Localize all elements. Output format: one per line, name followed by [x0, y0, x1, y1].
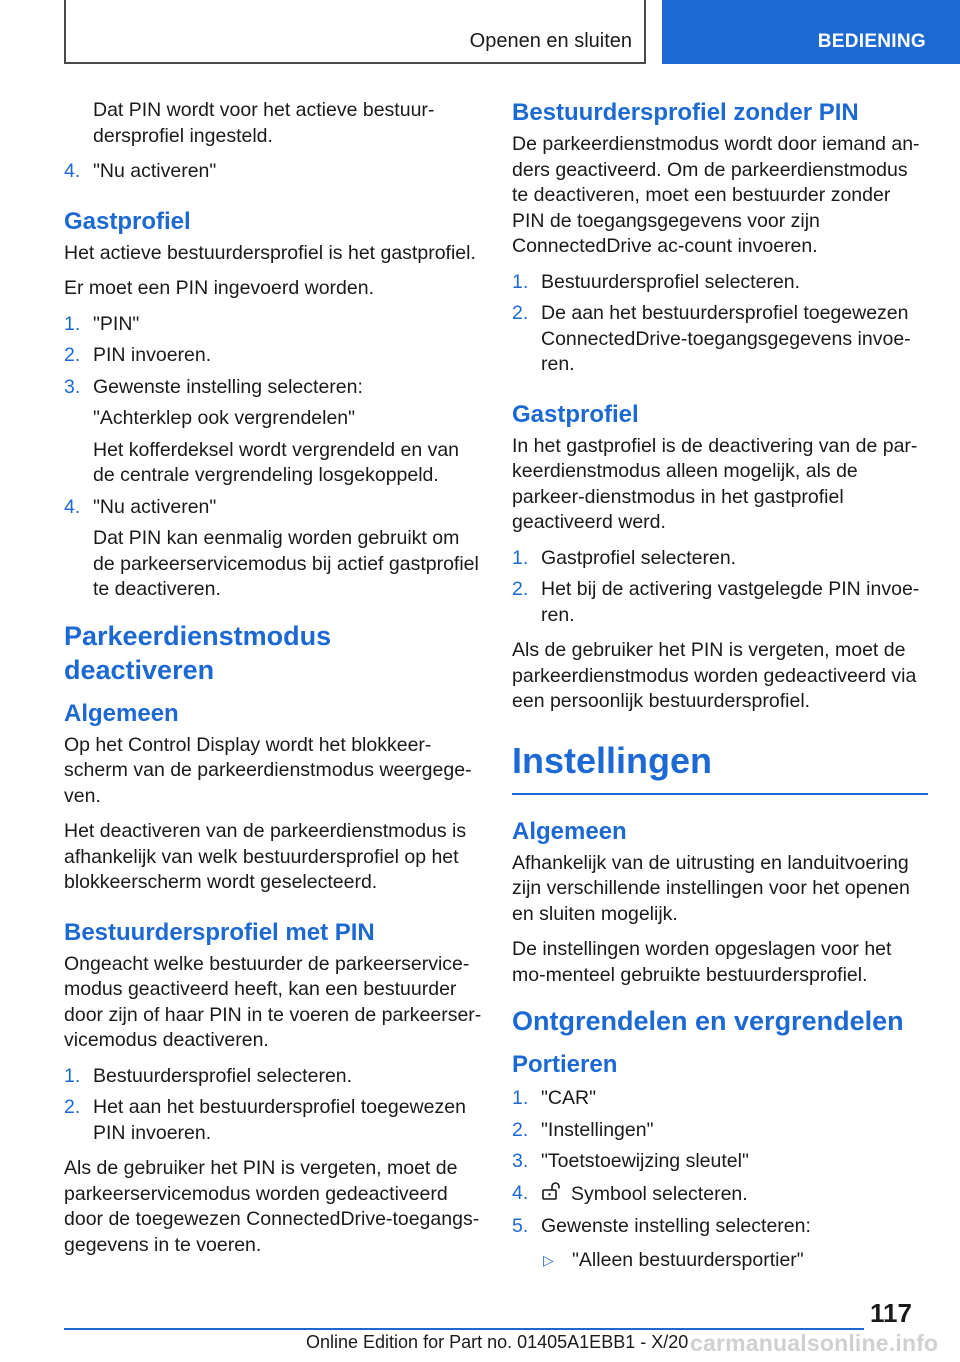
header-section-box [64, 0, 646, 64]
list-number: 1. [64, 312, 81, 335]
zonder-pin-paragraph: De parkeerdienstmodus wordt door iemand an-ders geactiveerd. Om de parkeerdienstmodus te deactiveren, moet een bestuurder zonder PIN de toegangsgegevens voor zijn ConnectedDrive ac-count invoeren. [512, 133, 920, 257]
portieren-steps [512, 1086, 928, 1273]
list-item [64, 312, 482, 338]
left-column [64, 98, 482, 1268]
list-item [512, 546, 928, 572]
list-text: Gewenste instelling selecteren: [541, 1215, 811, 1237]
header-section-title: Openen en sluiten [469, 30, 632, 52]
list-number: 4. [64, 160, 81, 182]
list-number: 1. [512, 270, 529, 293]
list-text: Gewenste instelling selecteren: [93, 375, 363, 398]
sub-list-text: "Alleen bestuurdersportier" [572, 1248, 804, 1271]
list-text: "Instellingen" [541, 1118, 654, 1141]
ontgrendelen-heading: Ontgrendelen en vergrendelen [512, 1006, 904, 1036]
list-text: "CAR" [541, 1087, 597, 1109]
sub-list-item [541, 1248, 811, 1274]
header-chapter-tab[interactable] [662, 0, 960, 64]
list-number: 1. [512, 546, 529, 569]
instellingen-heading: Instellingen [512, 739, 928, 795]
gastprofiel-paragraph-2: Er moet een PIN ingevoerd worden. [64, 277, 375, 299]
list-text: Het aan het bestuurdersprofiel toegewezen PIN invoeren. [93, 1096, 466, 1144]
gastprofiel-right-paragraph-2: Als de gebruiker het PIN is vergeten, moet de parkeerdienstmodus worden gedeactiveerd via een persoonlijk bestuurdersprofiel. [512, 639, 917, 712]
met-pin-paragraph-2: Als de gebruiker het PIN is vergeten, moet de parkeerservicemodus worden gedeactiveerd door de toegewezen ConnectedDrive-toegangs-gegevens in te voeren. [64, 1157, 480, 1256]
triangle-bullet-icon: ▷ [543, 1251, 554, 1268]
gastprofiel-steps [64, 312, 482, 603]
list-text: "Nu activeren" [93, 495, 217, 518]
list-item [64, 375, 482, 489]
list-number: 2. [512, 1118, 529, 1141]
list-text: Bestuurdersprofiel selecteren. [93, 1064, 353, 1087]
list-text: PIN invoeren. [93, 344, 212, 366]
list-item [512, 1214, 928, 1273]
list-item [64, 1064, 482, 1090]
met-pin-paragraph-1: Ongeacht welke bestuurder de parkeerservice-modus geactiveerd heeft, kan een bestuurder door zijn of haar PIN in te voeren de parkeerser-vicemodus deactiveren. [64, 952, 482, 1051]
list-text: "Nu activeren" [93, 160, 217, 182]
met-pin-steps [64, 1064, 482, 1147]
deactiveren-heading: Parkeerdienstmodus deactiveren [64, 620, 332, 685]
list-number: 2. [64, 344, 81, 366]
page-number: 117 [870, 1298, 912, 1328]
list-number: 2. [64, 1096, 81, 1118]
list-number: 2. [512, 578, 529, 600]
list-item [512, 577, 928, 628]
list-item [512, 270, 928, 296]
gastprofiel-paragraph-1: Het actieve bestuurdersprofiel is het gastprofiel. [64, 241, 476, 264]
list-item [64, 495, 482, 603]
list-number: 1. [64, 1064, 81, 1087]
list-detail: "Achterklep ook vergrendelen" [93, 407, 356, 429]
list-item [512, 1149, 928, 1175]
gastprofiel-right-paragraph-1: In het gastprofiel is de deactivering van de par-keerdienstmodus alleen mogelijk, als de parkeer-dienstmodus in het gastprofiel geactiveerd werd. [512, 434, 918, 533]
list-item [512, 1086, 928, 1112]
algemeen-heading-left: Algemeen [64, 699, 179, 727]
algemeen-heading-right: Algemeen [512, 817, 627, 845]
portieren-heading: Portieren [512, 1051, 618, 1078]
list-number: 5. [512, 1215, 529, 1237]
list-detail: Dat PIN kan eenmalig worden gebruikt om de parkeerservicemodus bij actief gastprofiel te deactiveren. [93, 527, 479, 600]
list-item [64, 1095, 482, 1146]
list-text: Gastprofiel selecteren. [541, 546, 737, 569]
list-number: 1. [512, 1087, 529, 1109]
gastprofiel-heading: Gastprofiel [64, 207, 191, 235]
instellingen-paragraph-1: Afhankelijk van de uitrusting en landuitvoering zijn verschillende instellingen voor het openen en sluiten mogelijk. [512, 851, 910, 925]
list-item [64, 159, 482, 185]
list-item [512, 301, 928, 378]
list-item [512, 1181, 928, 1209]
met-pin-heading: Bestuurdersprofiel met PIN [64, 918, 375, 946]
gastprofiel-right-steps [512, 546, 928, 629]
list-item [512, 1118, 928, 1144]
list-number: 4. [512, 1181, 529, 1204]
right-column [512, 98, 928, 1283]
list-item [64, 343, 482, 369]
watermark: carmanualsonline.info [690, 1330, 939, 1356]
list-text: De aan het bestuurdersprofiel toegewezen ConnectedDrive-toegangsgegevens invoe-ren. [541, 302, 911, 375]
list-text: "Toetstoewijzing sleutel" [541, 1150, 749, 1172]
instellingen-paragraph-2: De instellingen worden opgeslagen voor het mo-menteel gebruikte bestuurdersprofiel. [512, 938, 892, 986]
list-text: "PIN" [93, 312, 140, 335]
list-number: 2. [512, 302, 529, 324]
header-chapter-title: BEDIENING [817, 31, 926, 52]
list-text: Het bij de activering vastgelegde PIN invoe-ren. [541, 578, 920, 626]
list-text: Bestuurdersprofiel selecteren. [541, 270, 801, 293]
intro-continuation: Dat PIN wordt voor het actieve bestuur-dersprofiel ingesteld. [93, 99, 435, 147]
gastprofiel-heading-right: Gastprofiel [512, 400, 639, 428]
list-number: 3. [512, 1150, 529, 1172]
zonder-pin-steps [512, 270, 928, 378]
list-number: 4. [64, 495, 81, 518]
footer-edition: Online Edition for Part no. 01405A1EBB1 - X/20 [306, 1332, 689, 1352]
list-detail: Het kofferdeksel wordt vergrendeld en van de centrale vergrendeling losgekoppeld. [93, 438, 460, 486]
list-number: 3. [64, 375, 81, 398]
list-text: Symbool selecteren. [571, 1182, 748, 1205]
algemeen-paragraph-1: Op het Control Display wordt het blokkeer-scherm van de parkeerdienstmodus weergege-ven. [64, 733, 472, 807]
zonder-pin-heading: Bestuurdersprofiel zonder PIN [512, 99, 859, 126]
unlock-icon [541, 1181, 563, 1209]
intro-list [64, 159, 482, 185]
algemeen-paragraph-2: Het deactiveren van de parkeerdienstmodus is afhankelijk van welk bestuurdersprofiel op het blokkeerscherm wordt geselecteerd. [64, 820, 467, 893]
